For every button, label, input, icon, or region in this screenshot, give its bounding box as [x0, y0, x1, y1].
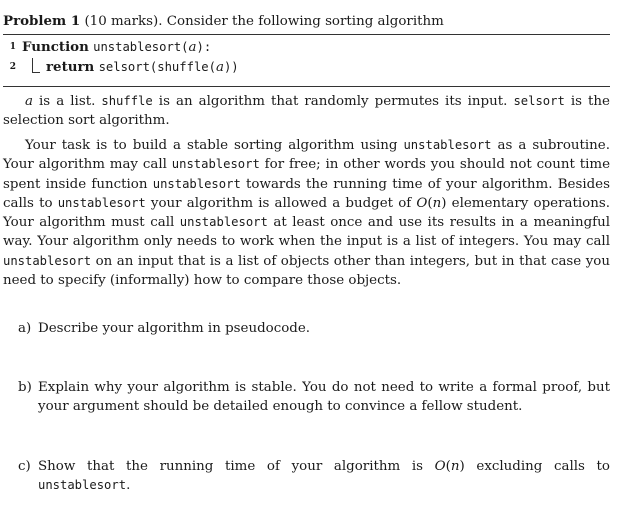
part-c-label: c) [18, 459, 31, 474]
math-paren-close: ) [459, 459, 465, 474]
para2-text-7: at least once and use its results in a meaningful way. Your algorithm only needs to work when the input is a list of integers. You may call [3, 215, 611, 250]
scope-bracket [32, 58, 40, 73]
math-n: n [432, 195, 442, 211]
function-param: a [188, 40, 197, 55]
part-c-text-3: . [126, 478, 131, 494]
part-a [18, 319, 610, 338]
part-c-text-2: excluding calls to [464, 459, 610, 474]
para2-text-3: for free; in other words you should not count time spent inside function [3, 157, 610, 192]
code-unstablesort: unstablesort [57, 195, 146, 210]
para2-text-4: towards the running time of your algorithm. Besides calls to [3, 176, 610, 211]
problem-title: Problem 1 [3, 13, 81, 29]
code-unstablesort: unstablesort [171, 157, 260, 172]
open-paren: ( [181, 40, 189, 54]
code-unstablesort: unstablesort [179, 215, 268, 230]
math-big-o: O [434, 459, 446, 474]
code-unstablesort: unstablesort [152, 176, 241, 191]
problem-marks: (10 marks). [84, 14, 163, 29]
part-b [18, 378, 610, 417]
line-number-2: 2 [9, 62, 16, 72]
math-big-o: O [416, 195, 428, 211]
para2-text-2: as a subroutine. Your algorithm may call [3, 138, 610, 173]
math-paren-open: ( [427, 195, 433, 211]
para1-text-3: is the selection sort algorithm. [3, 94, 610, 129]
code-unstablesort: unstablesort [403, 138, 492, 152]
var-a: a [25, 94, 33, 109]
algorithm-top-rule [3, 34, 610, 35]
function-keyword: Function [22, 39, 89, 55]
function-name: unstablesort [93, 40, 182, 54]
close-paren: ): [196, 40, 212, 54]
math-paren-close: ) [441, 195, 447, 211]
part-a-text: Describe your algorithm in pseudocode. [38, 321, 311, 336]
part-b-label: b) [18, 380, 32, 395]
part-a-label: a) [18, 321, 32, 336]
return-keyword: return [46, 59, 95, 75]
para1-text-1: is a list. [32, 94, 102, 109]
code-unstablesort: unstablesort [3, 253, 92, 268]
description-paragraph [3, 92, 610, 131]
return-call-end: )) [223, 60, 239, 74]
algorithm-line-1-code [22, 38, 211, 57]
para2-text-5: your algorithm is allowed a budget of [145, 195, 417, 211]
algorithm-bottom-rule [3, 86, 610, 87]
code-unstablesort: unstablesort [38, 478, 127, 493]
task-paragraph [3, 136, 610, 290]
line-number-1: 1 [9, 42, 16, 52]
para1-text-2: is an algorithm that randomly permutes its input. [152, 94, 514, 109]
problem-intro: Consider the following sorting algorithm [166, 14, 444, 29]
return-call-start: selsort(shuffle( [98, 60, 216, 74]
part-c-text [38, 457, 610, 496]
code-selsort: selsort [513, 94, 565, 108]
part-c [18, 457, 610, 496]
algorithm-line-2-code [46, 58, 239, 77]
part-c-text-1: Show that the running time of your algorithm is [38, 459, 435, 474]
part-b-text: Explain why your algorithm is stable. You do not need to write a formal proof, but your argument should be detailed enough to convince a fellow student. [38, 380, 610, 415]
code-shuffle: shuffle [101, 94, 153, 108]
para2-text-6: elementary operations. Your algorithm must call [3, 195, 610, 231]
return-param: a [215, 60, 224, 75]
problem-heading [3, 12, 628, 31]
math-paren-open: ( [445, 459, 451, 474]
para2-text-1: Your task is to build a stable sorting algorithm using [25, 138, 404, 153]
para2-text-8: on an input that is a list of objects other than integers, but in that case you need to specify (informally) how to compare those objects. [3, 253, 610, 289]
math-n: n [450, 459, 460, 474]
